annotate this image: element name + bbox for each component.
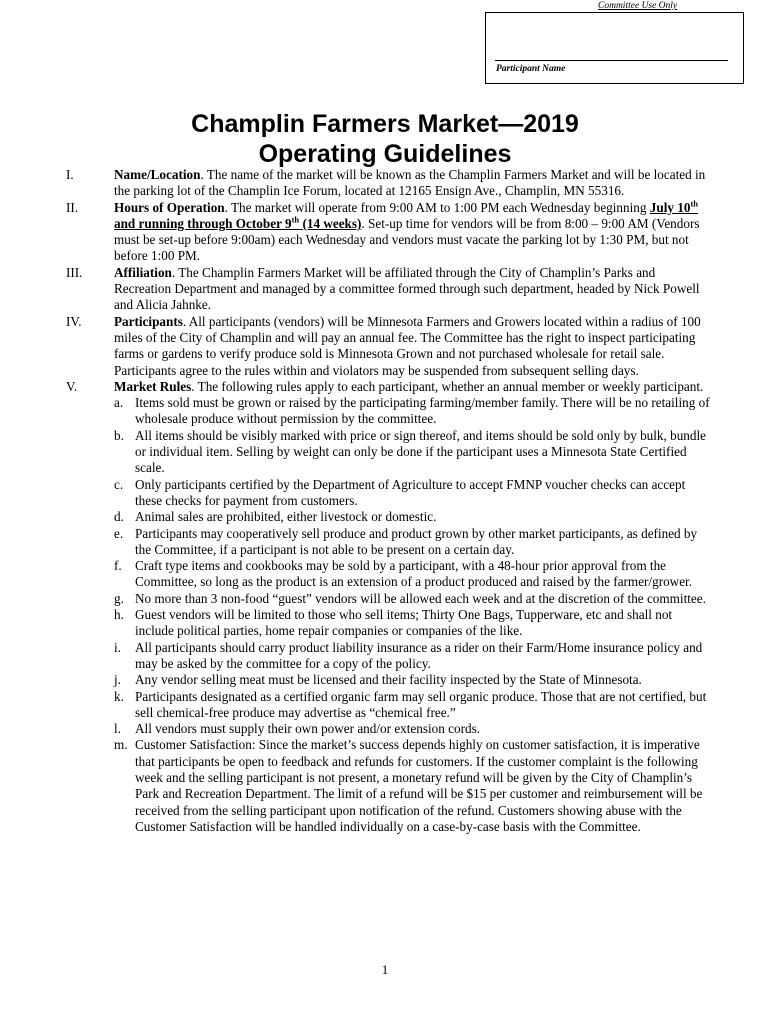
section-market-rules [0,379,770,835]
document-subtitle: Operating Guidelines [258,140,512,168]
start-date: July 10 [649,199,691,215]
item-text: Customer Satisfaction: Since the market’s success depends highly on customer satisfaction, it is imperative that participants be open to feedback and refunds for customers. If the customer complaint is the following week and the selling participant is not present, a monetary refund will be given by the City of Champlin’s Park and Recreation Department. The limit of a refund will be $15 per customer and reimbursement will be received from the selling participant upon notification of the refund. Customers showing abuse with the Customer Satisfaction will be handled individually on a case-by-case basis with the Committee. [135,737,703,834]
rules-list [114,395,710,835]
section-heading: Participants [114,313,183,329]
section-number: I. [66,167,74,182]
section-name-location [0,167,770,200]
item-letter: j. [114,672,121,688]
section-hours [0,200,770,265]
list-item [114,395,710,428]
section-text: . Set-up time for vendors will be from 8:00 – 9:00 AM (Vendors must be set-up before 9:00am) each Wednesday and vendors must vacate the parking lot by 1:30 PM, but not before 1:00 PM. [114,215,700,264]
item-letter: l. [114,721,121,737]
item-text: Items sold must be grown or raised by the participating farming/member family. There will be no retailing of wholesale produce without permission by the committee. [135,395,710,427]
item-text: No more than 3 non-food “guest” vendors will be allowed each week and at the discretion of the committee. [135,590,706,606]
list-item [114,737,710,835]
committee-use-only-label: Committee Use Only [598,1,678,11]
item-letter: d. [114,509,124,525]
list-item [114,591,710,607]
list-item [114,672,710,688]
item-letter: b. [114,427,124,443]
item-letter: c. [114,476,124,492]
section-text: . The name of the market will be known as the Champlin Farmers Market and will be located in the parking lot of the Champlin Ice Forum, located at 12165 Ensign Ave., Champlin, MN 55316. [114,167,706,199]
item-letter: g. [114,590,124,606]
section-heading: Name/Location [114,167,201,182]
item-letter: i. [114,639,121,655]
list-item [114,607,710,640]
list-item [114,526,710,559]
guidelines-body [0,167,770,835]
item-text: Guest vendors will be limited to those who sell items; Thirty One Bags, Tupperware, etc and shall not include political parties, home repair companies or companies of the like. [135,607,673,639]
section-heading: Affiliation [114,264,172,280]
ordinal-suffix: th [291,214,300,225]
item-letter: a. [114,395,124,411]
section-text: . The following rules apply to each participant, whether an annual member or weekly participant. [191,378,704,394]
item-text: Any vendor selling meat must be licensed and their facility inspected by the State of Minnesota. [135,672,642,688]
list-item [114,477,710,510]
list-item [114,509,710,525]
page-number: 1 [381,962,389,977]
season-length: (14 weeks) [299,215,362,231]
section-affiliation [0,265,770,314]
list-item [114,689,710,722]
ordinal-suffix: th [690,198,699,209]
item-letter: e. [114,525,124,541]
participant-name-label: Participant Name [496,64,566,74]
list-item [114,640,710,673]
item-text: Craft type items and cookbooks may be sold by a participant, with a 48-hour prior approval from the Committee, so long as the product is an extension of a product produced and raised by the farmer/grower. [135,558,693,590]
item-letter: f. [114,558,122,574]
list-item [114,558,710,591]
section-text: . The market will operate from 9:00 AM to 1:00 PM each Wednesday beginning [224,199,650,215]
item-text: All vendors must supply their own power and/or extension cords. [135,721,481,737]
committee-use-box [485,12,744,84]
section-number: IV. [66,313,82,329]
item-text: Participants designated as a certified organic farm may sell organic produce. Those that are not certified, but sell chemical-free produce may advertise as “chemical free.” [135,688,707,720]
section-heading: Hours of Operation [114,199,225,215]
section-text: . The Champlin Farmers Market will be affiliated through the City of Champlin’s Parks and Recreation Department and managed by a committee formed through such department, headed by Nick Powell and Alicia Jahnke. [114,264,700,313]
section-text: . All participants (vendors) will be Minnesota Farmers and Growers located within a radius of 100 miles of the City of Champlin and will pay an annual fee. The Committee has the right to inspect participating farms or gardens to verify produce sold is Minnesota Grown and not purchased wholesale for retail sale. Participants agree to the rules within and violators may be suspended from subsequent selling days. [114,313,701,378]
item-text: Only participants certified by the Department of Agriculture to accept FMNP voucher checks can accept these checks for payment from customers. [135,476,686,508]
section-number: V. [66,378,78,394]
item-text: Participants may cooperatively sell produce and product grown by other market participants, as defined by the Committee, if a participant is not able to be present on a certain day. [135,525,698,557]
section-participants [0,314,770,379]
list-item [114,428,710,477]
participant-name-line [495,60,728,61]
section-heading: Market Rules [114,378,192,394]
item-text: All participants should carry product liability insurance as a rider on their Farm/Home insurance policy and may be asked by the committee for a copy of the policy. [135,639,703,671]
item-text: Animal sales are prohibited, either livestock or domestic. [135,509,437,525]
item-letter: k. [114,688,124,704]
document-title: Champlin Farmers Market—2019 [191,110,579,138]
end-date: and running through October 9 [114,215,292,231]
section-number: II. [66,199,79,215]
list-item [114,721,710,737]
item-letter: h. [114,607,124,623]
item-text: All items should be visibly marked with price or sign thereof, and items should be sold only by bulk, bundle or individual item. Selling by weight can only be done if the participant uses a Minnesota State Certified scale. [135,427,707,476]
section-number: III. [66,264,83,280]
item-letter: m. [114,737,128,753]
